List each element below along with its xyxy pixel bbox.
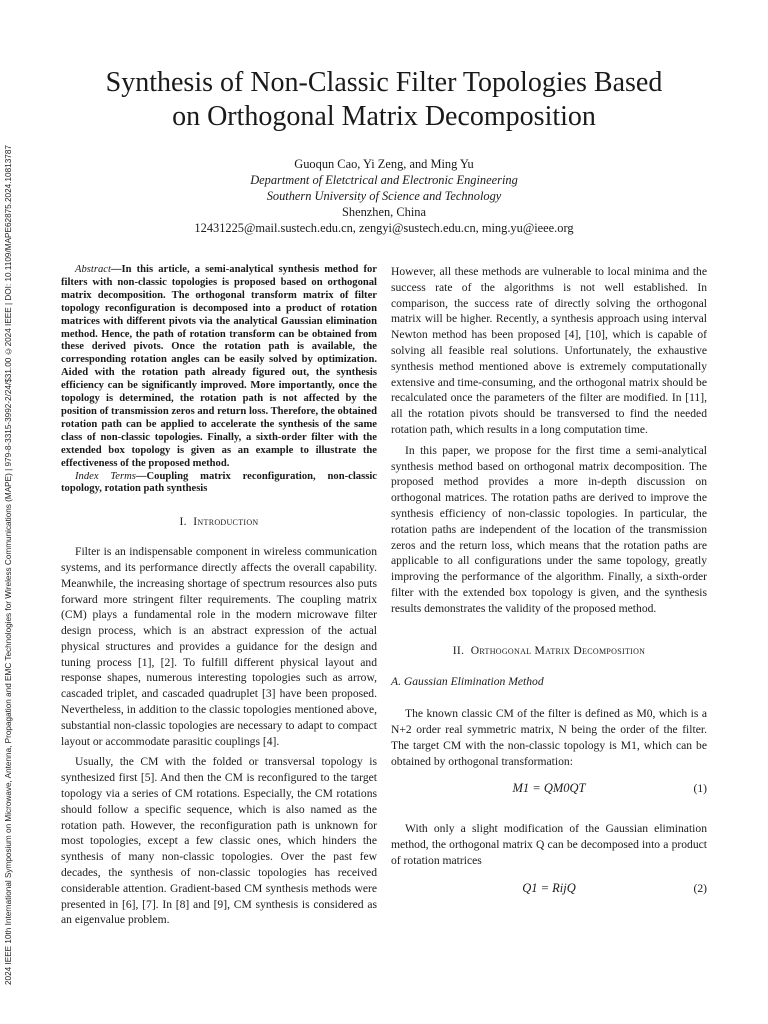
- intro-paragraph-4: In this paper, we propose for the first time a semi-analytical synthesis method based on orthogonal matrix decomposition. The proposed method provides a more in-depth discussion on orthogonal matrices. The rotation paths are derived to improve the synthesis efficiency of non-classic topologies. In particular, the rotation paths are independent of the location of the transmission zeros and the return loss, which means that the rotation paths are applicable to all configurations under the same topology, greatly improving the performance of the algorithm. Finally, a sixth-order filter with the extended box topology is given, and the synthesis results demonstrates the validity of the proposed method.: [391, 443, 707, 615]
- title-line-2: on Orthogonal Matrix Decomposition: [172, 101, 596, 132]
- equation-2-expression: Q1 = RijQ: [522, 880, 576, 895]
- abstract: [61, 264, 377, 471]
- intro-paragraph-2: Usually, the CM with the folded or transversal topology is synthesized first [5]. And then the CM is reconfigured to the target topology via a series of CM rotations. Especially, the CM rotations should follow a specific sequence, which is also named as the rotation path. However, the reconfiguration path is unknown for most topologies, except a few classic ones, which hinders the synthesis of many non-classic topologies. Over the past few decades, the synthesis of non-classic topologies has received considerable attention. Gradient-based CM synthesis methods were presented in [6], [7]. In [8] and [9], CM synthesis is considered as an eigenvalue problem.: [61, 755, 377, 927]
- section-title: Introduction: [193, 515, 259, 529]
- affiliation-university: Southern University of Science and Technology: [266, 189, 502, 203]
- paper-title: [40, 66, 728, 134]
- intro-paragraph-3: However, all these methods are vulnerable to local minima and the success rate of the algorithms is not well established. In comparison, the success rate of directly solving the orthogonal matrix will be higher. Recently, a synthesis approach using interval Newton method has been proposed [4], [10], which is capable of solving all feasible real solutions. Unfortunately, the exhaustive synthesis method mentioned above is extremely computationally extensive and time-consuming, and the orthogonal matrix should be recalculated once the parameters of the filter are modified. In [11], all the rotation pivots should be transversed to find the needed rotation path, which results in a long computation time.: [391, 265, 707, 436]
- equation-1-expression: M1 = QM0QT: [512, 781, 586, 796]
- conference-sidebar-note: 2024 IEEE 10th International Symposium on Microwave, Antenna, Propagation and EMC Technologies for Wireless Communications (MAPE) | 979-8-3315-3992-2/24/$31.00 ©2024 IEEE | DOI: 10.1109/MAPE62875.2024.10813787: [4, 145, 13, 985]
- author-block: [40, 156, 728, 236]
- index-terms-text: —Coupling matrix reconfiguration, non-classic topology, rotation path synthesis: [61, 470, 377, 495]
- title-line-1: Synthesis of Non-Classic Filter Topologies Based: [105, 67, 663, 98]
- method-paragraph-2: With only a slight modification of the Gaussian elimination method, the orthogonal matrix Q can be decomposed into a product of rotation matrices: [391, 822, 707, 867]
- section-number: I.: [179, 515, 187, 529]
- section-heading-introduction: [61, 514, 377, 530]
- affiliation-department: Department of Eletctrical and Electronic Engineering: [250, 173, 518, 187]
- intro-paragraph-1: Filter is an indispensable component in wireless communication systems, and its performance directly affects the overall capability. Meanwhile, the increasing shortage of spectrum resources also puts forward more stringent filter requirements. The coupling matrix (CM) plays a fundamental role in the modern microwave filter design process, which is an abstract expression of the actual physical structures and provides a guidance for the design and tuning process [1], [2]. To fulfill different physical layout and response shapes, numerous interesting topologies such as arrow, cascaded triplet, and cascaded quadruplet [3] have been proposed. Nevertheless, in addition to the classic topologies mentioned above, substantial non-classic topologies are necessary to adapt to compact layout or accommodate parasitic couplings [4].: [61, 545, 377, 748]
- index-terms-label: Index Terms: [75, 470, 136, 482]
- equation-2: [391, 877, 707, 905]
- section-number: II.: [452, 643, 465, 657]
- abstract-text: —In this article, a semi-analytical synthesis method for filters with non-classic topologies is proposed based on orthogonal matrix decomposition. The orthogonal transform matrix of filter topology reconfiguration is decomposed into a product of rotation matrices with different pivots via the analytical Gaussian elimination method. Hence, the path of rotation transform can be obtained from these derived pivots. Once the rotation path is available, the corresponding rotation angles can be easily solved by optimization. Aided with the rotation path already figured out, the synthesis efficiency can be significantly improved. More importantly, once the topology is determined, the rotation path is not affected by the position of transmission zeros and return loss. Therefore, the obtained rotation path can be applied to accelerate the synthesis of the same class of non-classic topologies. Finally, a sixth-order filter with the extended box topology is given as an example to illustrate the effectiveness of the proposed method.: [61, 264, 377, 469]
- left-column: [61, 264, 377, 933]
- affiliation-city: Shenzhen, China: [342, 205, 426, 219]
- author-emails: 12431225@mail.sustech.edu.cn, zengyi@sustech.edu.cn, ming.yu@ieee.org: [194, 221, 574, 235]
- equation-1: [391, 777, 707, 805]
- subsection-heading-gaussian: A. Gaussian Elimination Method: [391, 675, 544, 689]
- index-terms: [61, 471, 377, 497]
- section-heading-orthogonal: [391, 643, 707, 659]
- abstract-label: Abstract: [75, 264, 111, 275]
- author-names: Guoqun Cao, Yi Zeng, and Ming Yu: [294, 157, 474, 171]
- equation-2-number: (2): [693, 881, 707, 895]
- section-title: Orthogonal Matrix Decomposition: [470, 643, 646, 657]
- method-paragraph-1: The known classic CM of the filter is defined as M0, which is a N+2 order real symmetric matrix, N being the order of the filter. The target CM with the non-classic topology is M1, which can be obtained by orthogonal transformation:: [391, 707, 707, 768]
- equation-1-number: (1): [693, 782, 707, 796]
- right-column: [391, 264, 707, 921]
